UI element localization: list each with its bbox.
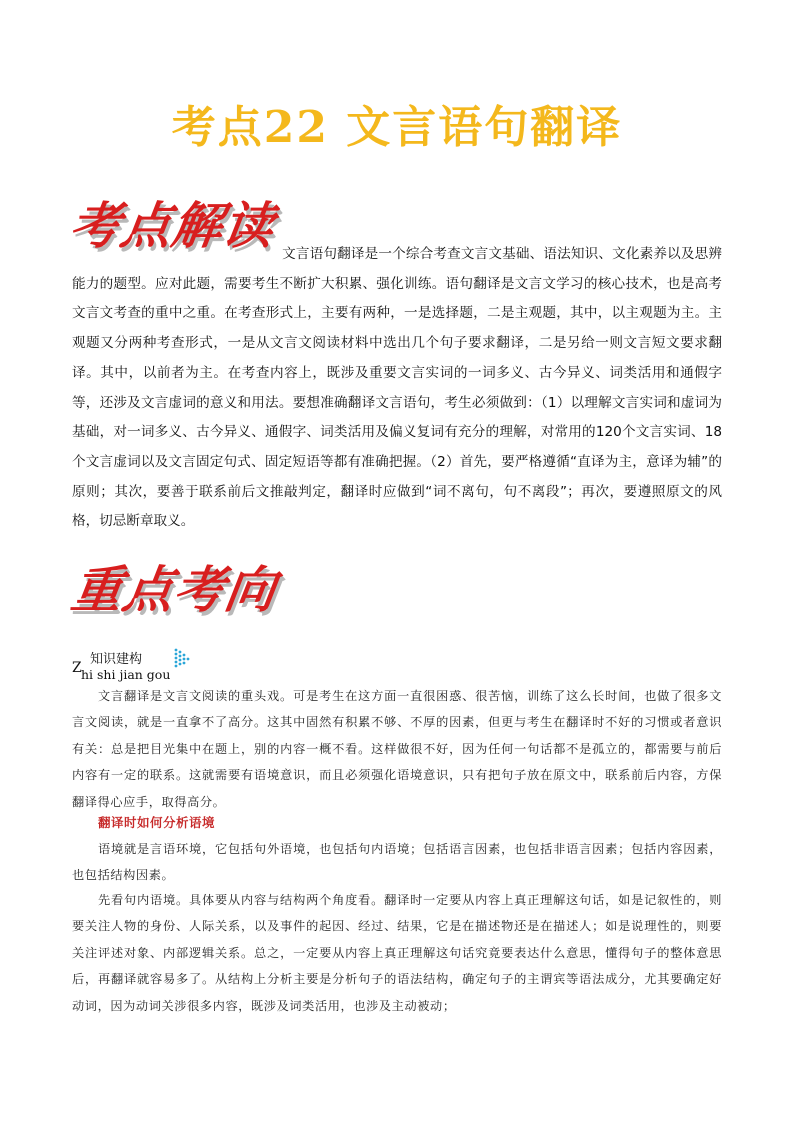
paragraph-translation-intro: 文言翻译是文言文阅读的重头戏。可是考生在这方面一直很困惑、很苦恼，训练了这么长时间，也做了很多文言文阅读，就是一直拿不了高分。这其中固然有积累不够、不厚的因素，但更与考生在翻译时不好的习惯或者意识有关：总是把目光集中在题上，别的内容一概不看。这样做很不好，因为任何一句话都不是孤立的，都需要与前后内容有一定的联系。这就需要有语境意识，而且必须强化语境意识，只有把句子放在原文中，联系前后内容，方保翻译得心应手，取得高分。: [72, 689, 722, 809]
knowledge-initial: Z: [72, 660, 82, 676]
knowledge-label: 知识建构: [90, 652, 143, 667]
page-title: 考点22 文言语句翻译: [171, 102, 623, 153]
knowledge-pinyin: hi shi jian gou: [81, 667, 171, 682]
intro-paragraph: [72, 240, 722, 537]
paragraph-inner-context: 先看句内语境。具体要从内容与结构两个角度看。翻译时一定要从内容上真正理解这句话，如是记叙性的，则要关注人物的身份、人际关系，以及事件的起因、经过、结果，它是在描述物还是在描述人；如是说理性的，则要关注评述对象、内部逻辑关系。总之，一定要从内容上真正理解这句话究竟要表达什么意思，懂得句子的整体意思后，再翻译就容易多了。从结构上分析主要是分析句子的语法结构，确定句子的主谓宾等语法成分，尤其要确定好动词，因为动词关涉很多内容，既涉及词类活用，也涉及主动被动；: [72, 893, 722, 1013]
knowledge-subheading: [72, 646, 222, 686]
section-title-context: 翻译时如何分析语境: [98, 815, 216, 830]
section-heading-focus: 重点考向: [67, 561, 281, 619]
dotted-arrow-icon: [174, 648, 190, 670]
paragraph-context-definition: 语境就是言语环境，它包括句外语境，也包括句内语境；包括语言因素，也包括非语言因素；包括内容因素，也包括结构因素。: [72, 842, 722, 883]
intro-text: 文言语句翻译是一个综合考查文言文基础、语法知识、文化素养以及思辨能力的题型。应对此题，需要考生不断扩大积累、强化训练。语句翻译是文言文学习的核心技术，也是高考文言文考查的重中之重。在考查形式上，主要有两种，一是选择题，二是主观题，其中，以主观题为主。主观题又分两种考查形式，一是从文言文阅读材料中选出几个句子要求翻译，二是另给一则文言短文要求翻译。其中，以前者为主。在考查内容上，既涉及重要文言实词的一词多义、古今异义、词类活用和通假字等，还涉及文言虚词的意义和用法。要想准确翻译文言语句，考生必须做到：（1）以理解文言实词和虚词为基础，对一词多义、古今异义、通假字、词类活用及偏义复词有充分的理解，对常用的120个文言实词、18个文言虚词以及文言固定句式、固定短语等都有准确把握。（2）首先，要严格遵循“直译为主，意译为辅”的原则；其次，要善于联系前后文推敲判定，翻译时应做到“词不离句，句不离段”；再次，要遵照原文的风格，切忌断章取义。: [72, 246, 722, 530]
section-heading-interpret: 考点解读: [65, 197, 279, 255]
